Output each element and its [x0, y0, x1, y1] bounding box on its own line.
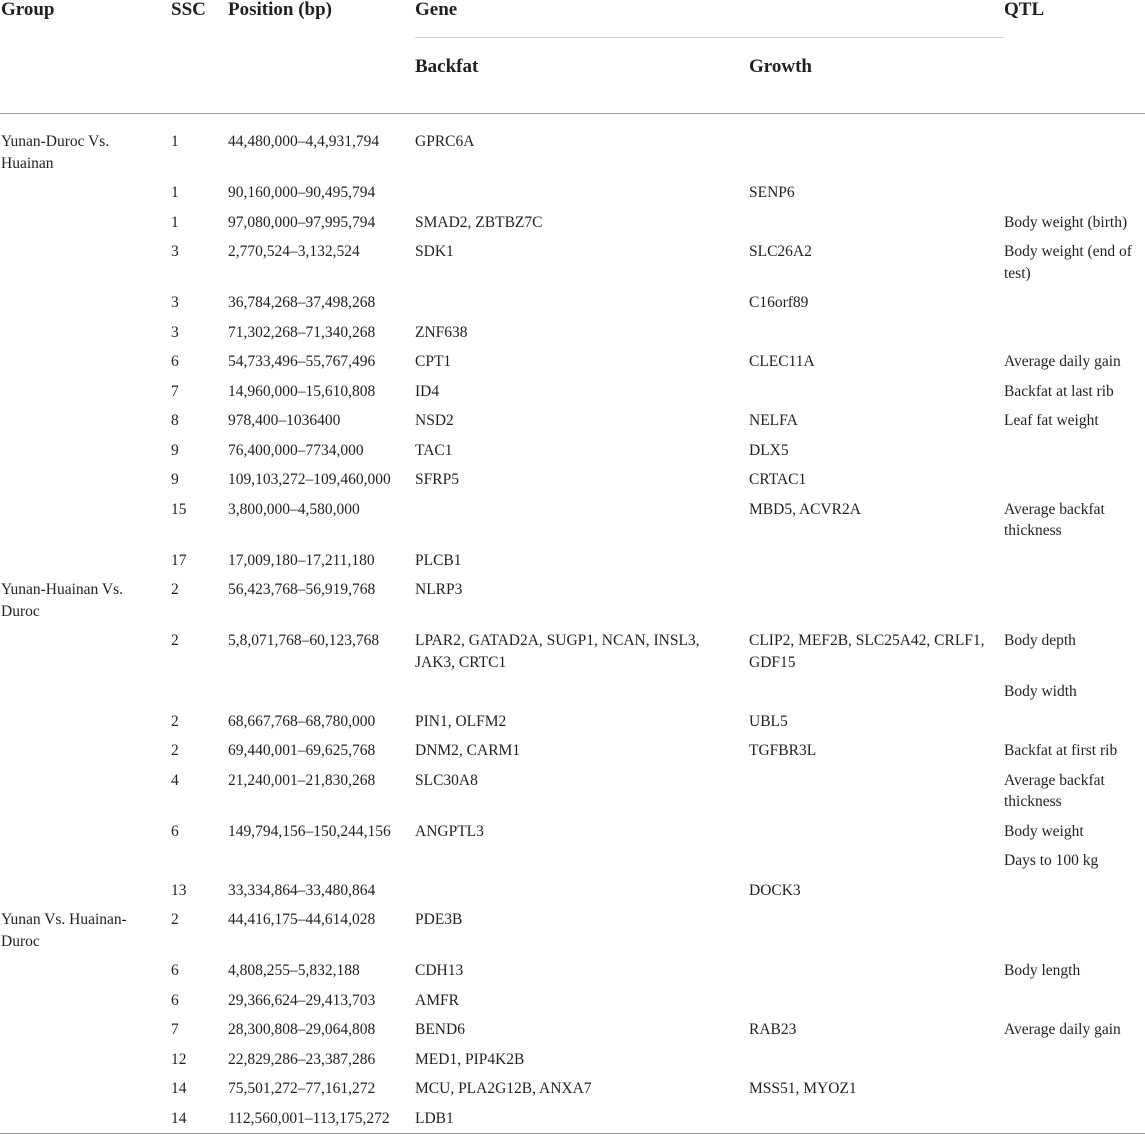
cell-group [0, 1074, 171, 1104]
cell-qtl [1004, 707, 1145, 737]
table-row [0, 114, 1145, 179]
cell-qtl: Backfat at first rib [1004, 742, 1118, 759]
cell-backfat-genes: SFRP5 [415, 471, 459, 488]
cell-qtl [1004, 876, 1145, 906]
cell-growth-genes: C16orf89 [749, 294, 809, 311]
cell-backfat-genes: GPRC6A [415, 133, 475, 150]
cell-growth-genes: SLC26A2 [749, 243, 812, 260]
cell-group [0, 377, 171, 407]
cell-group [0, 736, 171, 766]
header-growth: Growth [749, 38, 1004, 114]
table-row [0, 436, 1145, 466]
table-row [0, 986, 1145, 1016]
cell-position [228, 846, 415, 876]
cell-position: 71,302,268–71,340,268 [228, 323, 376, 341]
cell-growth-genes: MBD5, ACVR2A [749, 500, 861, 518]
cell-position: 44,416,175–44,614,028 [228, 911, 376, 928]
cell-position: 36,784,268–37,498,268 [228, 294, 376, 311]
cell-group: Yunan-Huainan Vs. Duroc [1, 581, 123, 620]
cell-growth-genes: CRTAC1 [749, 471, 807, 488]
cell-backfat-genes: SDK1 [415, 243, 454, 260]
table-row [0, 288, 1145, 318]
header-group: Group [0, 0, 171, 114]
cell-qtl [1004, 905, 1145, 956]
cell-backfat-genes [415, 495, 749, 546]
cell-group: Yunan-Duroc Vs. Huainan [1, 133, 110, 172]
table-row [0, 208, 1145, 238]
cell-backfat-genes: CDH13 [415, 962, 464, 979]
table-row [0, 1015, 1145, 1045]
cell-ssc: 13 [171, 881, 187, 899]
cell-qtl: Days to 100 kg [1004, 852, 1099, 869]
cell-position: 56,423,768–56,919,768 [228, 581, 376, 598]
cell-growth-genes [749, 817, 1004, 847]
cell-growth-genes [749, 1045, 1004, 1075]
cell-qtl: Body weight (end of test) [1004, 243, 1132, 282]
cell-backfat-genes [415, 288, 749, 318]
table-row [0, 465, 1145, 495]
cell-position: 75,501,272–77,161,272 [228, 1080, 376, 1097]
table-row [0, 846, 1145, 876]
cell-backfat-genes: CPT1 [415, 353, 452, 370]
cell-backfat-genes [415, 677, 749, 707]
cell-growth-genes [749, 114, 1004, 179]
header-position: Position (bp) [228, 0, 415, 114]
cell-position: 90,160,000–90,495,794 [228, 184, 376, 201]
cell-position: 97,080,000–97,995,794 [228, 213, 376, 231]
cell-position: 4,808,255–5,832,188 [228, 962, 360, 979]
cell-qtl: Body weight (birth) [1004, 213, 1128, 231]
cell-position: 68,667,768–68,780,000 [228, 712, 376, 730]
cell-group [0, 288, 171, 318]
table-row [0, 736, 1145, 766]
cell-qtl: Body length [1004, 962, 1081, 979]
cell-ssc: 6 [171, 353, 179, 370]
cell-ssc: 4 [171, 771, 179, 789]
cell-position: 17,009,180–17,211,180 [228, 551, 375, 569]
cell-backfat-genes: LDB1 [415, 1104, 749, 1134]
cell-ssc: 3 [171, 323, 179, 341]
cell-ssc: 1 [171, 213, 179, 231]
cell-group [0, 677, 171, 707]
cell-position: 149,794,156–150,244,156 [228, 822, 391, 840]
cell-position: 76,400,000–7734,000 [228, 441, 364, 459]
cell-group [0, 546, 171, 576]
cell-group [0, 208, 171, 238]
table-row [0, 575, 1145, 626]
table-row [0, 626, 1145, 677]
cell-position: 33,334,864–33,480,864 [228, 881, 376, 899]
cell-position: 978,400–1036400 [228, 412, 341, 429]
cell-group [0, 766, 171, 817]
cell-growth-genes: CLEC11A [749, 353, 815, 370]
cell-position: 54,733,496–55,767,496 [228, 353, 376, 370]
cell-ssc: 6 [171, 991, 179, 1009]
header-qtl: QTL [1004, 0, 1145, 114]
cell-qtl: Average daily gain [1004, 353, 1121, 370]
cell-qtl [1004, 318, 1145, 348]
cell-position: 3,800,000–4,580,000 [228, 500, 360, 518]
cell-backfat-genes [415, 178, 749, 208]
cell-qtl [1004, 1074, 1145, 1104]
cell-group [0, 1104, 171, 1134]
cell-growth-genes: CLIP2, MEF2B, SLC25A42, CRLF1, GDF15 [749, 632, 985, 671]
cell-backfat-genes: PDE3B [415, 911, 463, 928]
cell-growth-genes [749, 1104, 1004, 1134]
cell-position: 69,440,001–69,625,768 [228, 742, 376, 759]
table-row [0, 495, 1145, 546]
cell-group [0, 436, 171, 466]
cell-group [0, 846, 171, 876]
cell-qtl [1004, 465, 1145, 495]
cell-qtl: Backfat at last rib [1004, 382, 1114, 400]
table-row [0, 766, 1145, 817]
header-backfat: Backfat [415, 38, 749, 114]
cell-position: 28,300,808–29,064,808 [228, 1021, 376, 1038]
cell-ssc: 7 [171, 1021, 179, 1038]
cell-backfat-genes: BEND6 [415, 1021, 465, 1038]
table-body [0, 114, 1145, 1134]
cell-position: 2,770,524–3,132,524 [228, 243, 360, 260]
cell-ssc: 2 [171, 911, 179, 928]
cell-qtl: Average backfat thickness [1004, 771, 1105, 810]
header-gene: Gene [415, 0, 1004, 38]
cell-ssc: 2 [171, 742, 179, 759]
cell-position: 44,480,000–4,4,931,794 [228, 133, 380, 150]
cell-backfat-genes: TAC1 [415, 441, 453, 459]
cell-backfat-genes: MED1, PIP4K2B [415, 1050, 525, 1068]
cell-qtl [1004, 178, 1145, 208]
cell-growth-genes [749, 905, 1004, 956]
cell-ssc: 9 [171, 471, 179, 488]
cell-qtl [1004, 986, 1145, 1016]
cell-ssc: 2 [171, 581, 179, 598]
cell-growth-genes: NELFA [749, 412, 798, 429]
table-row [0, 677, 1145, 707]
cell-group [0, 986, 171, 1016]
cell-growth-genes [749, 208, 1004, 238]
table-row [0, 1074, 1145, 1104]
cell-backfat-genes: SMAD2, ZBTBZ7C [415, 213, 543, 231]
cell-ssc: 17 [171, 551, 187, 569]
cell-backfat-genes: NSD2 [415, 412, 454, 429]
cell-backfat-genes [415, 876, 749, 906]
table-row [0, 817, 1145, 847]
cell-group [0, 1045, 171, 1075]
cell-backfat-genes: AMFR [415, 991, 459, 1009]
table-row [0, 1045, 1145, 1075]
cell-position [228, 677, 415, 707]
cell-group [0, 817, 171, 847]
cell-backfat-genes: ID4 [415, 382, 440, 400]
cell-ssc: 1 [171, 133, 179, 150]
cell-ssc [171, 846, 228, 876]
table-row [0, 546, 1145, 576]
cell-growth-genes [749, 846, 1004, 876]
cell-ssc: 14 [171, 1104, 228, 1134]
cell-qtl [1004, 1104, 1145, 1134]
cell-position: 22,829,286–23,387,286 [228, 1050, 376, 1068]
cell-growth-genes: RAB23 [749, 1021, 797, 1038]
cell-position: 109,103,272–109,460,000 [228, 471, 391, 488]
table-row [0, 876, 1145, 906]
table-row [0, 707, 1145, 737]
cell-growth-genes [749, 575, 1004, 626]
table-row [0, 347, 1145, 377]
cell-growth-genes [749, 956, 1004, 986]
cell-qtl [1004, 575, 1145, 626]
cell-backfat-genes: PIN1, OLFM2 [415, 712, 507, 730]
cell-ssc: 9 [171, 441, 179, 459]
cell-growth-genes: MSS51, MYOZ1 [749, 1080, 857, 1097]
cell-group [0, 178, 171, 208]
cell-group [0, 707, 171, 737]
cell-ssc: 8 [171, 412, 179, 429]
cell-qtl: Average backfat thickness [1004, 500, 1105, 539]
cell-growth-genes [749, 546, 1004, 576]
table-row [0, 318, 1145, 348]
cell-qtl [1004, 546, 1145, 576]
cell-group [0, 956, 171, 986]
cell-backfat-genes: MCU, PLA2G12B, ANXA7 [415, 1080, 592, 1097]
cell-position: 5,8,071,768–60,123,768 [228, 632, 380, 649]
table-row [0, 377, 1145, 407]
cell-growth-genes [749, 677, 1004, 707]
header-ssc: SSC [171, 0, 228, 114]
cell-backfat-genes: SLC30A8 [415, 771, 478, 789]
cell-qtl [1004, 436, 1145, 466]
cell-ssc: 2 [171, 712, 179, 730]
cell-backfat-genes: PLCB1 [415, 551, 462, 569]
table-row [0, 178, 1145, 208]
cell-group [0, 237, 171, 288]
cell-qtl [1004, 288, 1145, 318]
cell-ssc: 7 [171, 382, 179, 400]
cell-qtl: Average daily gain [1004, 1021, 1121, 1038]
cell-growth-genes: DOCK3 [749, 881, 801, 899]
table-row [0, 237, 1145, 288]
cell-position: 112,560,001–113,175,272 [228, 1104, 415, 1134]
cell-qtl [1004, 1045, 1145, 1075]
cell-group [0, 1015, 171, 1045]
cell-ssc: 3 [171, 294, 179, 311]
cell-backfat-genes: ZNF638 [415, 323, 468, 341]
cell-qtl: Body depth [1004, 632, 1076, 649]
table-row [0, 956, 1145, 986]
table-row [0, 1104, 1145, 1134]
cell-ssc: 12 [171, 1050, 187, 1068]
cell-qtl: Body width [1004, 683, 1077, 700]
cell-growth-genes: SENP6 [749, 184, 795, 201]
cell-growth-genes: DLX5 [749, 441, 789, 459]
cell-group [0, 876, 171, 906]
cell-position: 21,240,001–21,830,268 [228, 771, 376, 789]
cell-group [0, 465, 171, 495]
cell-backfat-genes: DNM2, CARM1 [415, 742, 521, 759]
cell-qtl: Leaf fat weight [1004, 412, 1099, 429]
cell-group [0, 347, 171, 377]
cell-ssc: 2 [171, 632, 179, 649]
cell-ssc [171, 677, 228, 707]
cell-group: Yunan Vs. Huainan-Duroc [1, 911, 127, 950]
table-row [0, 905, 1145, 956]
cell-backfat-genes: ANGPTL3 [415, 822, 484, 840]
cell-position: 29,366,624–29,413,703 [228, 991, 376, 1009]
cell-ssc: 14 [171, 1080, 187, 1097]
cell-ssc: 6 [171, 962, 179, 979]
cell-ssc: 15 [171, 500, 187, 518]
cell-growth-genes [749, 318, 1004, 348]
cell-group [0, 626, 171, 677]
cell-ssc: 1 [171, 184, 179, 201]
cell-backfat-genes: LPAR2, GATAD2A, SUGP1, NCAN, INSL3, JAK3, CRTC1 [415, 632, 700, 671]
cell-ssc: 6 [171, 822, 179, 840]
cell-qtl: Body weight [1004, 822, 1084, 840]
cell-growth-genes: TGFBR3L [749, 742, 817, 759]
table-header [0, 0, 1145, 114]
cell-growth-genes [749, 377, 1004, 407]
cell-growth-genes [749, 766, 1004, 817]
cell-group [0, 495, 171, 546]
cell-qtl [1004, 114, 1145, 179]
cell-position: 14,960,000–15,610,808 [228, 382, 376, 400]
cell-group [0, 318, 171, 348]
cell-growth-genes: UBL5 [749, 712, 788, 730]
table-row [0, 406, 1145, 436]
cell-group [0, 406, 171, 436]
cell-backfat-genes: NLRP3 [415, 581, 463, 598]
cell-growth-genes [749, 986, 1004, 1016]
cell-ssc: 3 [171, 243, 179, 260]
cell-backfat-genes [415, 846, 749, 876]
